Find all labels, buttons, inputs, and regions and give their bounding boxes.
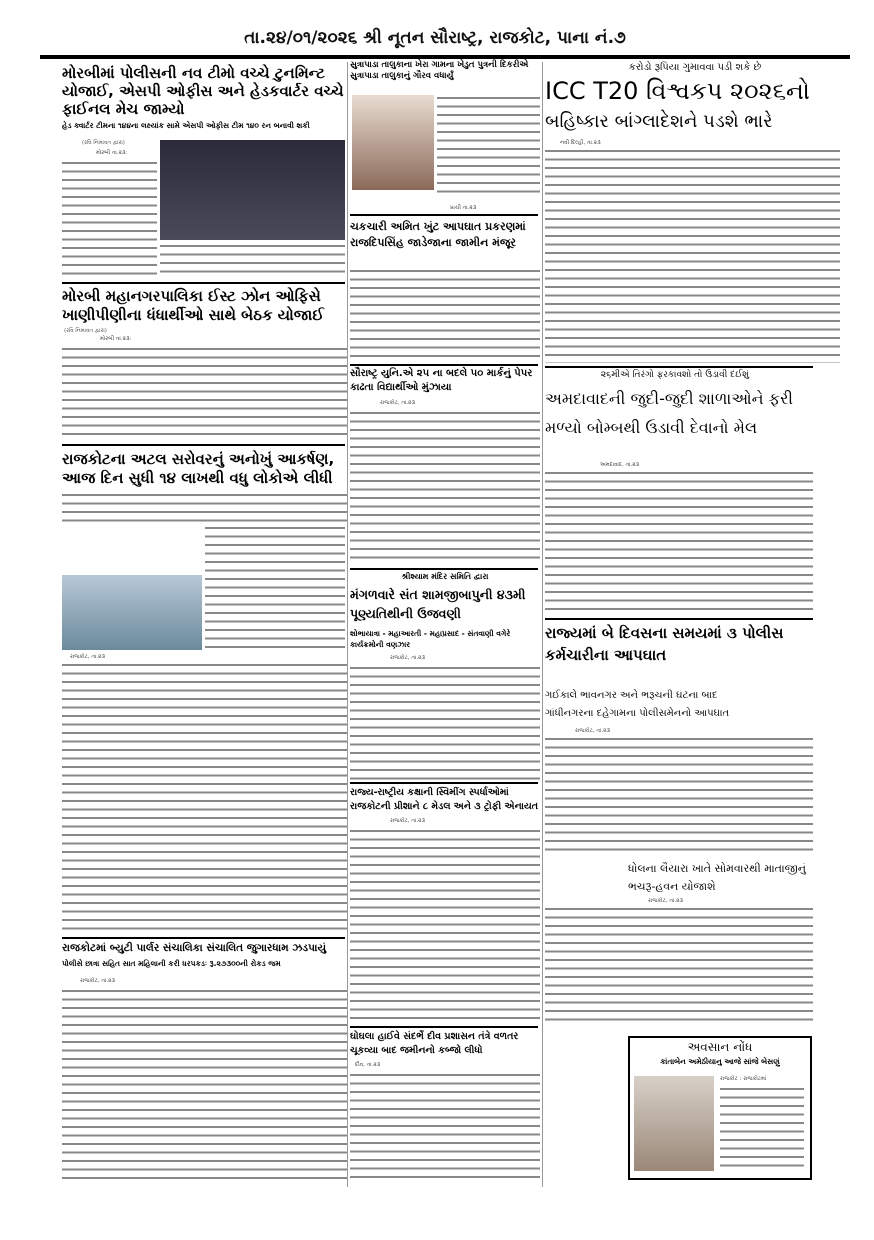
section-divider — [545, 366, 813, 368]
subhead-police-suicide-1: ગઈકાલે ભાવનગર અને ભરૂચની ઘટના બાદ — [545, 690, 718, 701]
headline-police-suicide: રાજ્યમાં બે દિવસના સમયમાં ૩ પોલીસ કર્મચારીના આપઘાત — [545, 624, 784, 664]
dateline: નવી દિલ્હી, તા.૨૩ — [560, 140, 601, 146]
article-body — [545, 906, 813, 1026]
dateline: રાજકોટ, તા.૨૩ — [575, 728, 610, 734]
obituary-box — [628, 1036, 812, 1180]
article-body — [350, 268, 540, 360]
headline-shyam-mandir: મંગળવારે સંત શામજીબાપુની ૪૩મી પૂણ્યતિથીની ઉજવણી — [350, 587, 526, 621]
obituary-title: અવસાન નોંધ — [687, 1040, 753, 1054]
section-divider — [350, 1026, 538, 1028]
headline-morbi-police: મોરબીમાં પોલીસની નવ ટીમો વચ્ચે ટુનમિન્ટ યોજાઈ, એસપી ઓફીસ અને હેડકવાર્ટર વચ્ચે ફાઈનલ મેચ જામ્યો — [62, 64, 344, 118]
dateline: દીવ, તા.૨૩ — [355, 1062, 381, 1068]
headline-amit-khunt: ચકચારી અમિત ખુંટ આપઘાત પ્રકરણમાં રાજદિપસિંહ જાડેજાના જામીન મંજૂર — [350, 220, 526, 249]
article-body — [160, 243, 345, 278]
dateline: રાજકોટ, તા.૨૩ — [390, 818, 425, 824]
section-divider — [350, 214, 538, 216]
headline-ghoghla: ઘોઘલા હાઈવે સંદર્ભે દીવ પ્રશાસન તંત્રે વળતર ચૂકવ્યા બાદ જમીનનો કબ્જો લીધો — [350, 1031, 519, 1056]
article-body — [62, 988, 347, 1183]
obituary-headline: કાંતાબેન અમેઠીયાનુ આજે સાંજે બેસણું — [660, 1056, 780, 1066]
subhead-beauty-parlour: પોલીસે છાત્રા સહિત સાત મહિલાની કરી ધરપકડઃ રૂ.૨૭૩૦૦ની રોકડ જમ — [62, 959, 281, 968]
article-body — [62, 662, 347, 932]
article-body — [205, 525, 345, 650]
dateline: પ્રાચી તા.૨૩ — [450, 205, 477, 211]
headline-ahmedabad: અમદાવાદની જુદી-જુદી શાળાઓને ફરી મળ્યો બોમ્બથી ઉડાવી દેવાનો મેલ — [545, 389, 793, 437]
dateline: રાજકોટ, તા.૨૩ — [648, 898, 683, 904]
article-body — [350, 1072, 540, 1182]
section-divider — [350, 568, 538, 570]
kicker-icc: કરોડો રૂપિયા ગુમાવવા પડી શકે છે — [628, 62, 762, 73]
headline-icc-line2: બહિષ્કાર બાંગ્લાદેશને પડશે ભારે — [545, 111, 773, 132]
article-body — [350, 665, 540, 780]
dateline: રાજકોટ : રાજકોટમાં — [720, 1076, 767, 1082]
article-body — [545, 148, 840, 363]
headline-dhol: ધોલના લૈયારા ખાતે સોમવારથી માતાજીનું ભચરૂ-હવન યોજાશે — [628, 862, 806, 893]
headline-saurashtra-uni: સૌરાષ્ટ્ર યુનિ.એ ૨૫ ના બદલે ૫૦ માર્કનું પેપર કાઢતા વિદ્યાર્થીઓ મુંઝાયા — [350, 368, 533, 393]
column-rule — [542, 62, 543, 1187]
dateline: રાજકોટ, તા.૨૩ — [80, 978, 115, 984]
subhead-police-suicide-2: ગાંધીનગરના દહેગામના પોલીસમેનનો આપઘાત — [545, 708, 730, 719]
headline-atal-sarovar: રાજકોટના અટલ સરોવરનું અનોખું આકર્ષણ, આજ દિન સુધી ૧૪ લાખથી વધુ લોકોએ લીધી — [62, 450, 335, 487]
kicker-shyam-mandir: શ્રીશ્યામ મંદિર સમિતિ દ્વારા — [401, 572, 489, 581]
section-divider — [62, 282, 345, 284]
dateline: રાજકોટ, તા.૨૩ — [390, 655, 425, 661]
headline-swimming: રાજ્ય-રાષ્ટ્રીય કક્ષાની સ્વિમીંગ સ્પર્ધાઓમાં રાજકોટની પ્રીશાને ૮ મેડલ અને ૩ ટ્રોફી એનાયત — [350, 787, 539, 812]
dateline: અમદાવાદ, તા.૨૩ — [600, 462, 640, 468]
section-divider — [62, 937, 345, 939]
subhead-shyam-mandir: શોભાયાત્રા - મહાઆરતી - મહાપ્રસાદ - સંતવાણી વગેરે કાર્યક્રમોની વણઝાર — [350, 629, 511, 649]
dateline: મોરબી તા.૨૩: — [100, 336, 132, 342]
masthead-rule — [40, 55, 850, 59]
section-divider — [350, 782, 538, 784]
photo-student — [352, 95, 434, 190]
headline-beauty-parlour: રાજકોટમાં બ્યુટી પાર્લર સંચાલિકા સંચાલિત જુગારધામ ઝડપાયું — [62, 942, 327, 954]
article-body — [720, 1086, 804, 1171]
dateline: રાજકોટ, તા.૨૩ — [70, 654, 105, 660]
article-body — [437, 95, 540, 195]
article-body — [350, 410, 540, 565]
photo-police-teams — [160, 140, 345, 240]
column-rule — [347, 62, 348, 1187]
headline-sutrapada: સુત્રાપાડા તાલુકાના ખેરા ગામના ખેડુત પુત્રની દિકરીએ સુત્રાપાડા તાલુકાનું ગૌરવ વધાર્યું — [350, 60, 529, 81]
masthead-dateline: તા.૨૪/૦૧/૨૦૨૬ શ્રી નૂતન સૌરાષ્ટ્ર, રાજકોટ, પાના નં.૭ — [244, 28, 626, 48]
article-body — [545, 736, 813, 856]
headline-morbi-corp: મોરબી મહાનગરપાલિકા ઈસ્ટ ઝોન ઓફિસે ખાણીપીણીના ધંધાર્થીઓ સાથે બેઠક યોજાઈ — [62, 287, 324, 324]
article-body — [62, 492, 347, 522]
section-divider — [350, 364, 538, 366]
article-body — [350, 828, 540, 1023]
dateline: મોરબી તા.૨૩: — [96, 150, 128, 156]
dateline: રાજકોટ, તા.૨૩ — [380, 400, 415, 406]
obituary-photo — [634, 1076, 714, 1171]
kicker-ahmedabad: ૨૬મીએ તિરંગો ફરકાવશો તો ઉડાવી દઈશું — [600, 370, 750, 380]
article-body — [62, 346, 347, 441]
section-divider — [545, 618, 813, 620]
article-body — [545, 470, 813, 615]
photo-atal-sarovar — [62, 575, 202, 650]
subhead-morbi-police: હેડ ક્વાર્ટર ટીમના ૧૪૪ના લક્ષ્યાંક સામે એસપી ઓફીસ ટીમ ૧૪૦ રન બનાવી શકી — [62, 121, 310, 130]
headline-icc-line1: ICC T20 વિશ્વકપ ૨૦૨૬નો — [545, 77, 810, 105]
section-divider — [62, 444, 345, 446]
byline: (રવિ નિમાવત દ્વારા) — [82, 140, 125, 146]
byline: (રવિ નિમાવત દ્વારા) — [64, 328, 107, 334]
article-body — [62, 160, 157, 275]
